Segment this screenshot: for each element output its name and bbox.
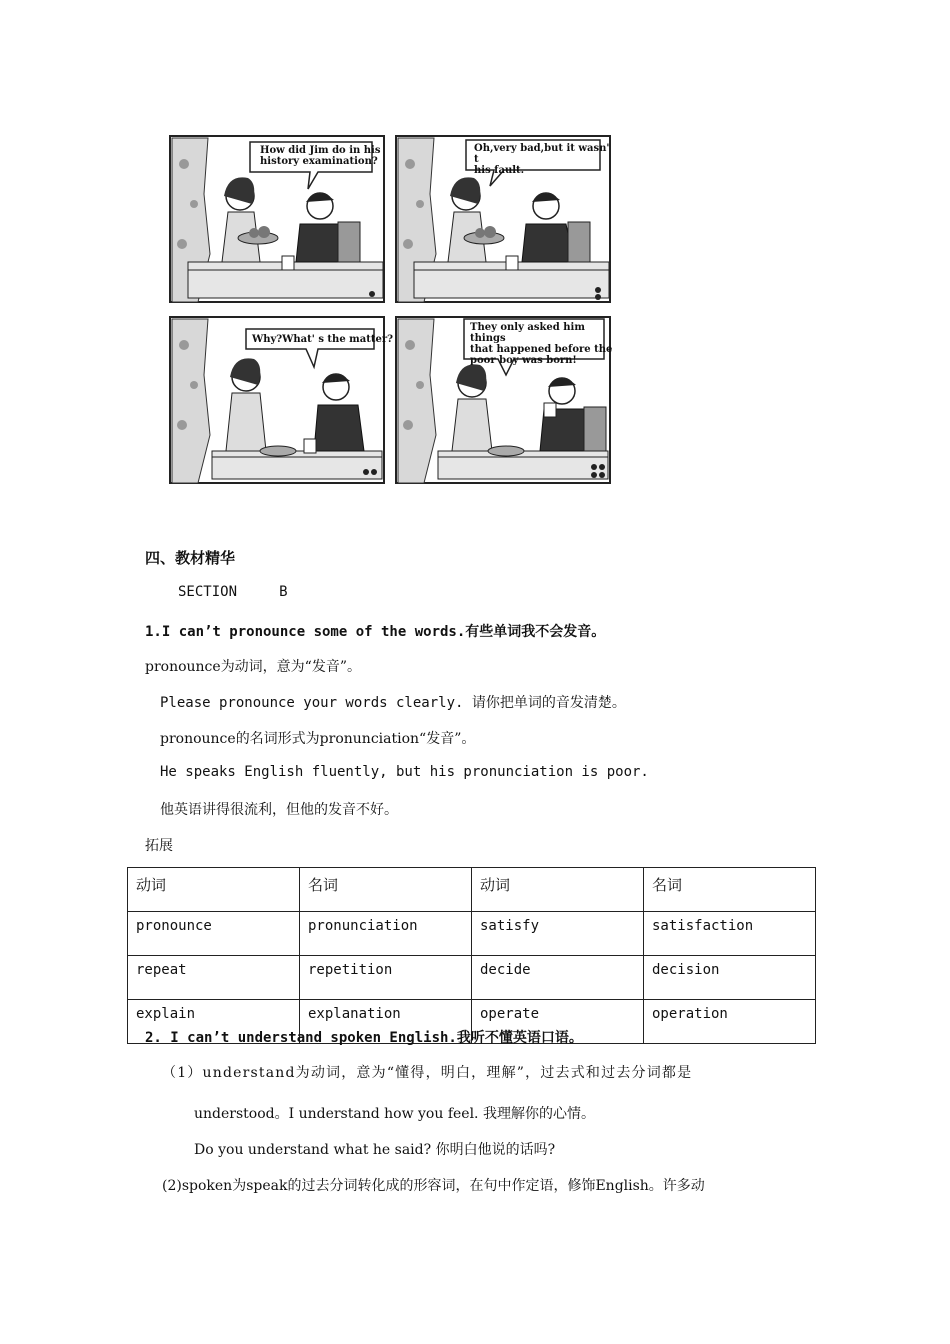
table-cell: repetition	[300, 956, 472, 1000]
table-row	[128, 912, 816, 956]
item2-line-3: Do you understand what he said? 你明白他说的话吗?	[194, 1142, 556, 1158]
item2-line-2: understood。I understand how you feel. 我理解你的心情。	[194, 1106, 595, 1122]
table-cell: pronounce	[128, 912, 300, 956]
word-forms-table	[127, 867, 816, 1044]
section-label: SECTION B	[178, 584, 288, 600]
speech-bubble-4: They only asked him things that happened before the poor boy was born!	[470, 322, 613, 366]
table-cell: operation	[644, 1000, 816, 1044]
table-cell: pronunciation	[300, 912, 472, 956]
item1-line-3: pronounce的名词形式为pronunciation“发音”。	[160, 731, 476, 747]
table-cell: decide	[472, 956, 644, 1000]
speech-bubble-1: How did Jim do in his history examination?	[260, 145, 381, 167]
extension-label: 拓展	[145, 838, 173, 854]
table-header-row	[128, 868, 816, 912]
item1-line-1: pronounce为动词，意为“发音”。	[145, 659, 362, 675]
table-cell: operate	[472, 1000, 644, 1044]
comic-strip	[168, 134, 614, 486]
item1-title: 1.I can’t pronounce some of the words.有些单词我不会发音。	[145, 624, 606, 640]
table-header-cell: 动词	[472, 868, 644, 912]
table-cell: explanation	[300, 1000, 472, 1044]
table-cell: explain	[128, 1000, 300, 1044]
table-header-cell: 名词	[300, 868, 472, 912]
table-cell: repeat	[128, 956, 300, 1000]
item1-line-2: Please pronounce your words clearly. 请你把单词的音发清楚。	[160, 695, 626, 711]
item2-line-1: （1）understand为动词，意为“懂得，明白，理解”，过去式和过去分词都是	[162, 1065, 693, 1081]
section-heading: 四、教材精华	[145, 549, 236, 567]
item2-line-4: (2)spoken为speak的过去分词转化成的形容词，在句中作定语，修饰English。许多动	[162, 1178, 705, 1194]
item1-line-4: He speaks English fluently, but his pronunciation is poor.	[160, 764, 649, 780]
table-header-cell: 名词	[644, 868, 816, 912]
item1-line-5: 他英语讲得很流利，但他的发音不好。	[160, 802, 398, 818]
table-header-cell: 动词	[128, 868, 300, 912]
table-row	[128, 956, 816, 1000]
speech-bubble-3: Why?What' s the matter?	[252, 334, 393, 345]
table-cell: decision	[644, 956, 816, 1000]
table-cell: satisfaction	[644, 912, 816, 956]
table-cell: satisfy	[472, 912, 644, 956]
speech-bubble-2: Oh,very bad,but it wasn' t his fault.	[474, 143, 610, 176]
item2-title: 2. I can’t understand spoken English.我听不懂英语口语。	[145, 1030, 583, 1046]
